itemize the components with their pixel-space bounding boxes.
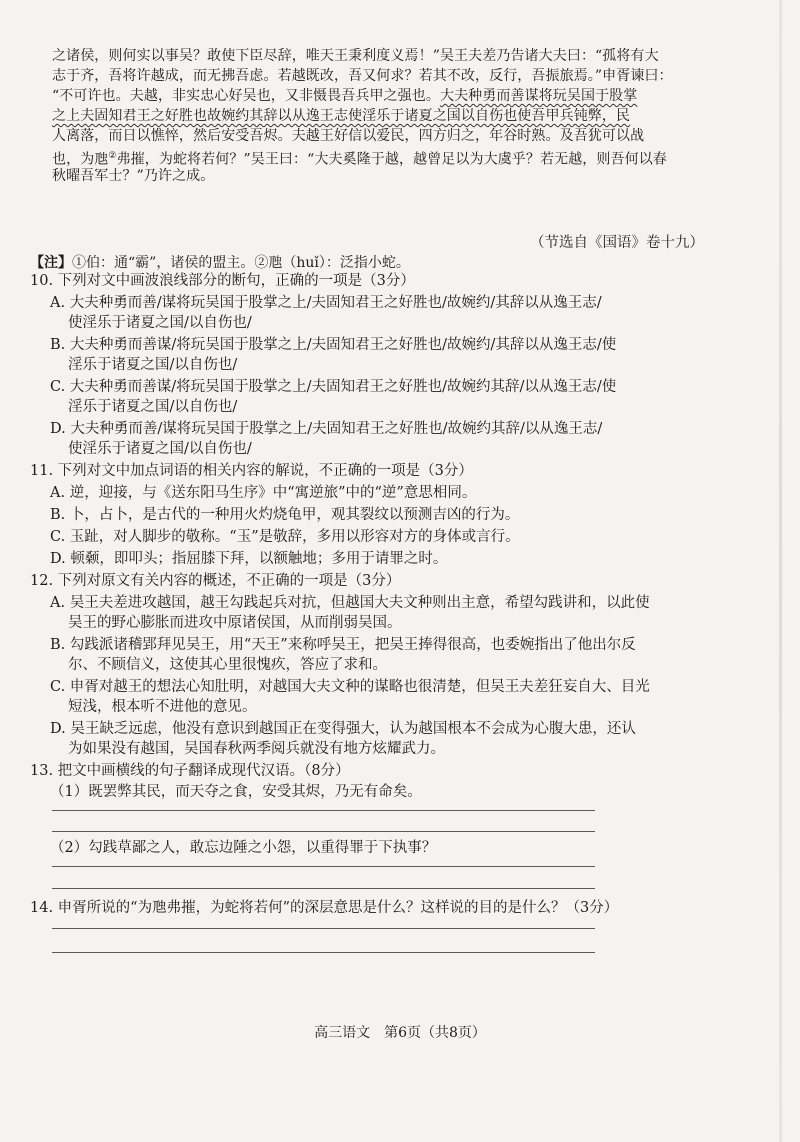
passage-line-3-text: “不可许也。夫越，非实忠心好吴也，又非慑畏吾兵甲之强也。 [52, 88, 440, 104]
q10-option-a-line1: A. 大夫种勇而善/谋将玩吴国于股掌之上/夫固知君王之好胜也/故婉约/其辞以从逸王志/ [50, 295, 602, 311]
q11-option-b: B. 卜，占卜，是古代的一种用火灼烧龟甲，观其裂纹以预测吉凶的行为。 [50, 507, 520, 523]
q10-option-c-line1: C. 大夫种勇而善谋/将玩吴国于股掌之上/夫固知君王之好胜也/故婉约其辞/以从逸王志/使 [50, 379, 617, 395]
q10-option-b-line2: 淫乐于诸夏之国/以自伤也/ [68, 357, 238, 373]
q12-option-a-line2: 吴王的野心膨胀而进攻中原诸侯国，从而削弱吴国。 [68, 615, 402, 631]
q12-option-b-line1: B. 勾践派诸稽郢拜见吴王，用“天王”来称呼吴王，把吴王捧得很高，也委婉指出了他出尔反 [50, 637, 636, 653]
notes [30, 253, 410, 273]
q12-option-b-line2: 尔、不顾信义，这使其心里很愧疚，答应了求和。 [68, 657, 387, 673]
q10-option-a-line2: 使淫乐于诸夏之国/以自伤也/ [68, 315, 252, 331]
q12-option-c-line1: C. 申胥对越王的想法心知肚明，对越国大夫文种的谋略也很清楚，但吴王夫差狂妄自大、目光 [50, 679, 650, 695]
q12-stem: 12. 下列对原文有关内容的概述，不正确的一项是（3分） [30, 573, 401, 589]
passage-line-4-wavy: 之上夫固知君王之好胜也故婉约其辞以从逸王志使淫乐于诸夏之国以自伤也使吾甲兵钝弊，民 [52, 108, 631, 124]
notes-tag: 【注】 [30, 255, 72, 271]
q10-option-d-line1: D. 大夫种勇而善/谋将玩吴国于股掌之上/夫固知君王之好胜也/故婉约其辞/以从逸王志/ [50, 421, 603, 437]
binding-edge [779, 0, 782, 1142]
q11-option-a: A. 逆，迎接，与《送东阳马生序》中“寓逆旅”中的“逆”意思相同。 [50, 485, 477, 501]
q12-option-d-line2: 为如果没有越国，吴国春秋两季阅兵就没有地方炫耀武力。 [68, 741, 445, 757]
answer-line[interactable] [52, 888, 595, 889]
passage-line-3 [52, 86, 637, 106]
q10-option-d-line2: 使淫乐于诸夏之国/以自伤也/ [68, 441, 252, 457]
q14-stem: 14. 申胥所说的“为虺弗摧，为蛇将若何”的深层意思是什么？这样说的目的是什么？（3分） [30, 900, 619, 916]
passage-line-2: 志于齐，吾将许越成，而无拂吾虑。若越既改，吾又何求？若其不改，反行，吾振旅焉。”申胥谏曰： [52, 68, 673, 84]
q11-option-d: D. 顿颡，即叩头；指屈膝下拜，以额触地；多用于请罪之时。 [50, 551, 448, 567]
q12-option-a-line1: A. 吴王夫差进攻越国，越王勾践起兵对抗，但越国大夫文种则出主意，希望勾践讲和，以此使 [50, 595, 650, 611]
answer-line[interactable] [52, 952, 595, 953]
passage-line-1: 之诸侯，则何实以事吴？敢使下臣尽辞，唯天王秉利度义焉！”吴王夫差乃告诸大夫曰：“孤将有大 [52, 48, 659, 64]
footnote-marker-2: ② [108, 151, 117, 161]
q10-stem: 10. 下列对文中画波浪线部分的断句，正确的一项是（3分） [30, 273, 415, 289]
q13-sentence-2: （2）勾践草鄙之人，敢忘边陲之小怨，以重得罪于下执事？ [50, 840, 437, 856]
wavy-segment-1: 大夫种勇而善谋将玩吴国于股掌 [439, 88, 638, 104]
passage-line-6-rest: 弗摧，为蛇将若何？”吴王曰：“大夫奚隆于越，越曾足以为大虞乎？若无越，则吾何以春 [116, 151, 667, 168]
q12-option-d-line1: D. 吴王缺乏远虑，他没有意识到越国正在变得强大，认为越国根本不会成为心腹大患，还认 [50, 721, 636, 737]
q13-stem: 13. 把文中画横线的句子翻译成现代汉语。（8分） [30, 763, 350, 779]
answer-line[interactable] [52, 831, 595, 832]
passage-line-7: 秋曜吾军士？”乃许之成。 [52, 168, 215, 184]
q11-option-c: C. 玉趾，对人脚步的敬称。“玉”是敬辞，多用以形容对方的身体或言行。 [50, 529, 520, 545]
passage-line-6-start: 也，为虺 [52, 151, 109, 168]
notes-text: ①伯：通“霸”，诸侯的盟主。②虺（huǐ）：泛指小蛇。 [72, 255, 410, 271]
q12-option-c-line2: 短浅，根本听不进他的意见。 [68, 699, 257, 715]
q13-sentence-1: （1）既罢弊其民，而天夺之食，安受其烬，乃无有命矣。 [50, 784, 422, 800]
answer-line[interactable] [52, 810, 595, 811]
passage-source: （节选自《国语》卷十九） [530, 235, 704, 251]
page-footer: 高三语文 第6页（共8页） [314, 1025, 486, 1041]
answer-line[interactable] [52, 866, 595, 867]
q10-option-b-line1: B. 大夫种勇而善谋/将玩吴国于股掌之上/夫固知君王之好胜也/故婉约/其辞以从逸王志/使 [50, 337, 617, 353]
passage-line-5: 人离落，而日以憔悴，然后安受吾烬。夫越王好信以爱民，四方归之，年谷时熟。及吾犹可以战 [52, 128, 645, 144]
answer-line[interactable] [52, 928, 595, 929]
q11-stem: 11. 下列对文中加点词语的相关内容的解说，不正确的一项是（3分） [30, 463, 473, 479]
q10-option-c-line2: 淫乐于诸夏之国/以自伤也/ [68, 399, 238, 415]
